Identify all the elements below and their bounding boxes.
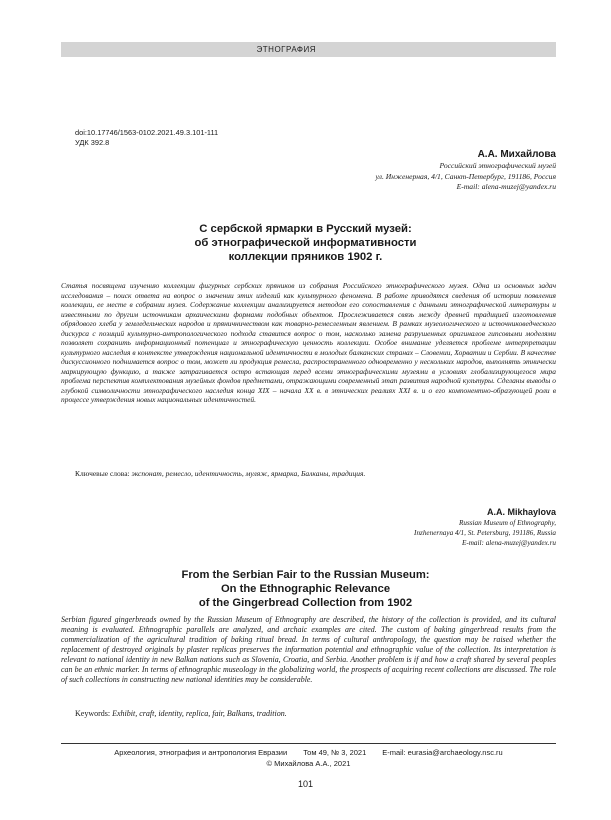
title-ru-line: об этнографической информативности xyxy=(194,237,417,249)
author-en-address: Inzhenernaya 4/1, St. Petersburg, 191186, Russia xyxy=(414,529,556,538)
footer-journal: Археология, этнография и антропология Евразии xyxy=(114,748,288,757)
title-en-line: From the Serbian Fair to the Russian Museum: xyxy=(181,569,430,581)
doi: doi:10.17746/1563-0102.2021.49.3.101-111 xyxy=(75,128,219,137)
abstract-ru: Статья посвящена изучению коллекции фигурных сербских пряников из собрания Российского этнографического музея. Одна из основных задач исследования – поиск ответа на вопрос о значении этих изделий как культурного феномена. В работе приводятся сведения об истории появления коллекции, ее месте в собрании музея. Содержание коллекции анализируется методом его сопоставления с данными этнографической литературы и известными по другим источникам архаическими формами подобных объектов. Прослеживается связь между древней традицией изготовления обрядового хлеба у земледельческих народов и пряничничеством как товарно-ремесленным явлением. В рамках музеологического и источниковедческого дискурса с позиций культурно-антропологического подхода ставится вопрос о том, насколько замена разрушенных оригиналов гипсовыми моделями позволяет сохранить информационный потенциал и этнографическую ценность коллекции. Особое внимание уделяется проблеме интерпретации культурного наследия в контексте утверждения национальной идентичности в молодых балканских странах – Словении, Хорватии и Сербии. В качестве дискуссионного поднимается вопрос о том, может ли продукция ремесла, распространенного одновременно у нескольких народов, выполнять этнически маркирующую функцию, а также затрагивается остро встающая перед всеми этнографическими музеями в условиях глобализирующегося мира проблема перспектив комплектования музейных фондов предметами, отражающими современный этап развития народной культуры. Сделаны выводы о глубокой символичности этнографического наследия конца XIX – начала XX в. в этнических реалиях XXI в. и о его компонентно-образующей роли в процессе утверждения новых национальных идентичностей. xyxy=(61,281,556,404)
author-en-affiliation: Russian Museum of Ethnography, xyxy=(458,519,556,527)
author-en-email: E-mail: alena-muzej@yandex.ru xyxy=(461,539,556,548)
keywords-en-label: Keywords: xyxy=(75,709,111,718)
title-ru-line: С сербской ярмарки в Русский музей: xyxy=(199,223,412,235)
author-ru-address: ул. Инженерная, 4/1, Санкт-Петербург, 191186, Россия xyxy=(375,171,556,181)
doi-block xyxy=(75,128,218,148)
footer-copyright: © Михайлова А.А., 2021 xyxy=(266,759,351,768)
footer-volume: Том 49, № 3, 2021 xyxy=(303,748,367,757)
article-title-en xyxy=(70,568,541,610)
article-title-ru xyxy=(70,222,541,264)
keywords-ru-label: Ключевые слова: xyxy=(75,469,130,478)
footer xyxy=(61,747,556,769)
author-en-block xyxy=(414,506,556,549)
page-number: 101 xyxy=(297,779,314,789)
section-header-bar xyxy=(61,42,556,57)
keywords-ru xyxy=(75,469,555,479)
author-en-name: A.A. Mikhaylova xyxy=(486,507,556,517)
keywords-ru-text: экспонат, ремесло, идентичность, муляж, ярмарка, Балканы, традиция. xyxy=(131,469,366,478)
udk: УДК 392.8 xyxy=(75,138,110,147)
abstract-en: Serbian figured gingerbreads owned by the Russian Museum of Ethnography are described, the history of the collection is provided, and its cultural meaning is evaluated. Ethnographic parallels are analyzed, and archaic examples are cited. The custom of baking gingerbread results from the commercialization of the agricultural tradition of baking ritual bread. In terms of cultural anthropology, the question may be raised whether the replacement of destroyed originals by plaster replicas preserves the information potential and ethnographic value of the collection. Its interpretation is relevant to national identity in new Balkan nations such as Slovenia, Croatia, and Serbia. Another problem is if and how a craft shared by several peoples can be an ethnic marker. In terms of ethnographic museology in the globalizing world, the prospects of acquiring recent collections are discussed. The role of such collections in constructing new national identities may be considerable. xyxy=(61,615,556,684)
author-ru-email: E-mail: alena-muzej@yandex.ru xyxy=(456,182,556,191)
section-header: ЭТНОГРАФИЯ xyxy=(256,45,316,54)
keywords-en xyxy=(75,709,555,719)
keywords-en-text: Exhibit, craft, identity, replica, fair, Balkans, tradition. xyxy=(112,709,287,718)
footer-journal-line xyxy=(61,747,556,758)
author-ru-block xyxy=(375,148,556,193)
author-ru-affiliation: Российский этнографический музей xyxy=(439,161,556,170)
footer-email: E-mail: eurasia@archaeology.nsc.ru xyxy=(382,748,503,757)
title-en-line: On the Ethnographic Relevance xyxy=(220,583,391,595)
footer-divider xyxy=(61,743,556,744)
title-en-line: of the Gingerbread Collection from 1902 xyxy=(198,597,413,609)
title-ru-line: коллекции пряников 1902 г. xyxy=(228,251,383,263)
author-ru-name: А.А. Михайлова xyxy=(477,149,556,160)
